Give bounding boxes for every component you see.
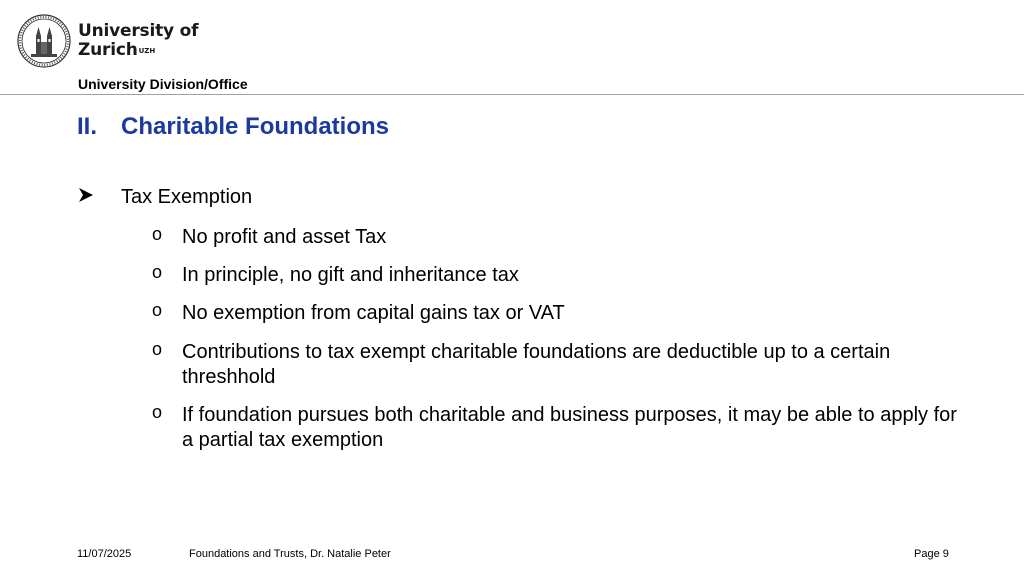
list-item [152,263,962,288]
footer-date: 11/07/2025 [77,548,132,560]
list-marker: o [152,339,163,359]
division-label: University Division/Office [78,76,248,92]
list-item-text: In principle, no gift and inheritance tax [182,264,519,286]
list-item [152,403,962,453]
list-item-text: No profit and asset Tax [182,226,387,248]
footer-course: Foundations and Trusts, Dr. Natalie Peter [189,548,391,560]
section-number: II. [77,113,98,140]
list-marker: o [152,402,163,422]
list-item-text: Contributions to tax exempt charitable foundations are deductible up to a certain threshhold [182,341,891,388]
university-name-line2: Zurich [78,40,138,60]
list-item [152,340,962,390]
university-seal-icon [17,14,71,68]
section-title: Charitable Foundations [121,113,390,140]
main-bullet-text: Tax Exemption [121,186,253,208]
list-item-text: No exemption from capital gains tax or VAT [182,302,565,324]
list-item [152,225,962,250]
arrowhead-bullet-icon [77,186,95,204]
footer-page-number: Page 9 [914,548,949,560]
list-item [152,301,962,326]
list-marker: o [152,224,163,244]
list-marker: o [152,262,163,282]
list-item-text: If foundation pursues both charitable and business purposes, it may be able to apply for a partial tax exemption [182,404,957,451]
header-divider [0,94,1024,95]
list-marker: o [152,300,163,320]
university-name-line1: University of [78,21,199,41]
university-logo-text [78,22,198,60]
uzh-mark: UZH [138,47,156,55]
